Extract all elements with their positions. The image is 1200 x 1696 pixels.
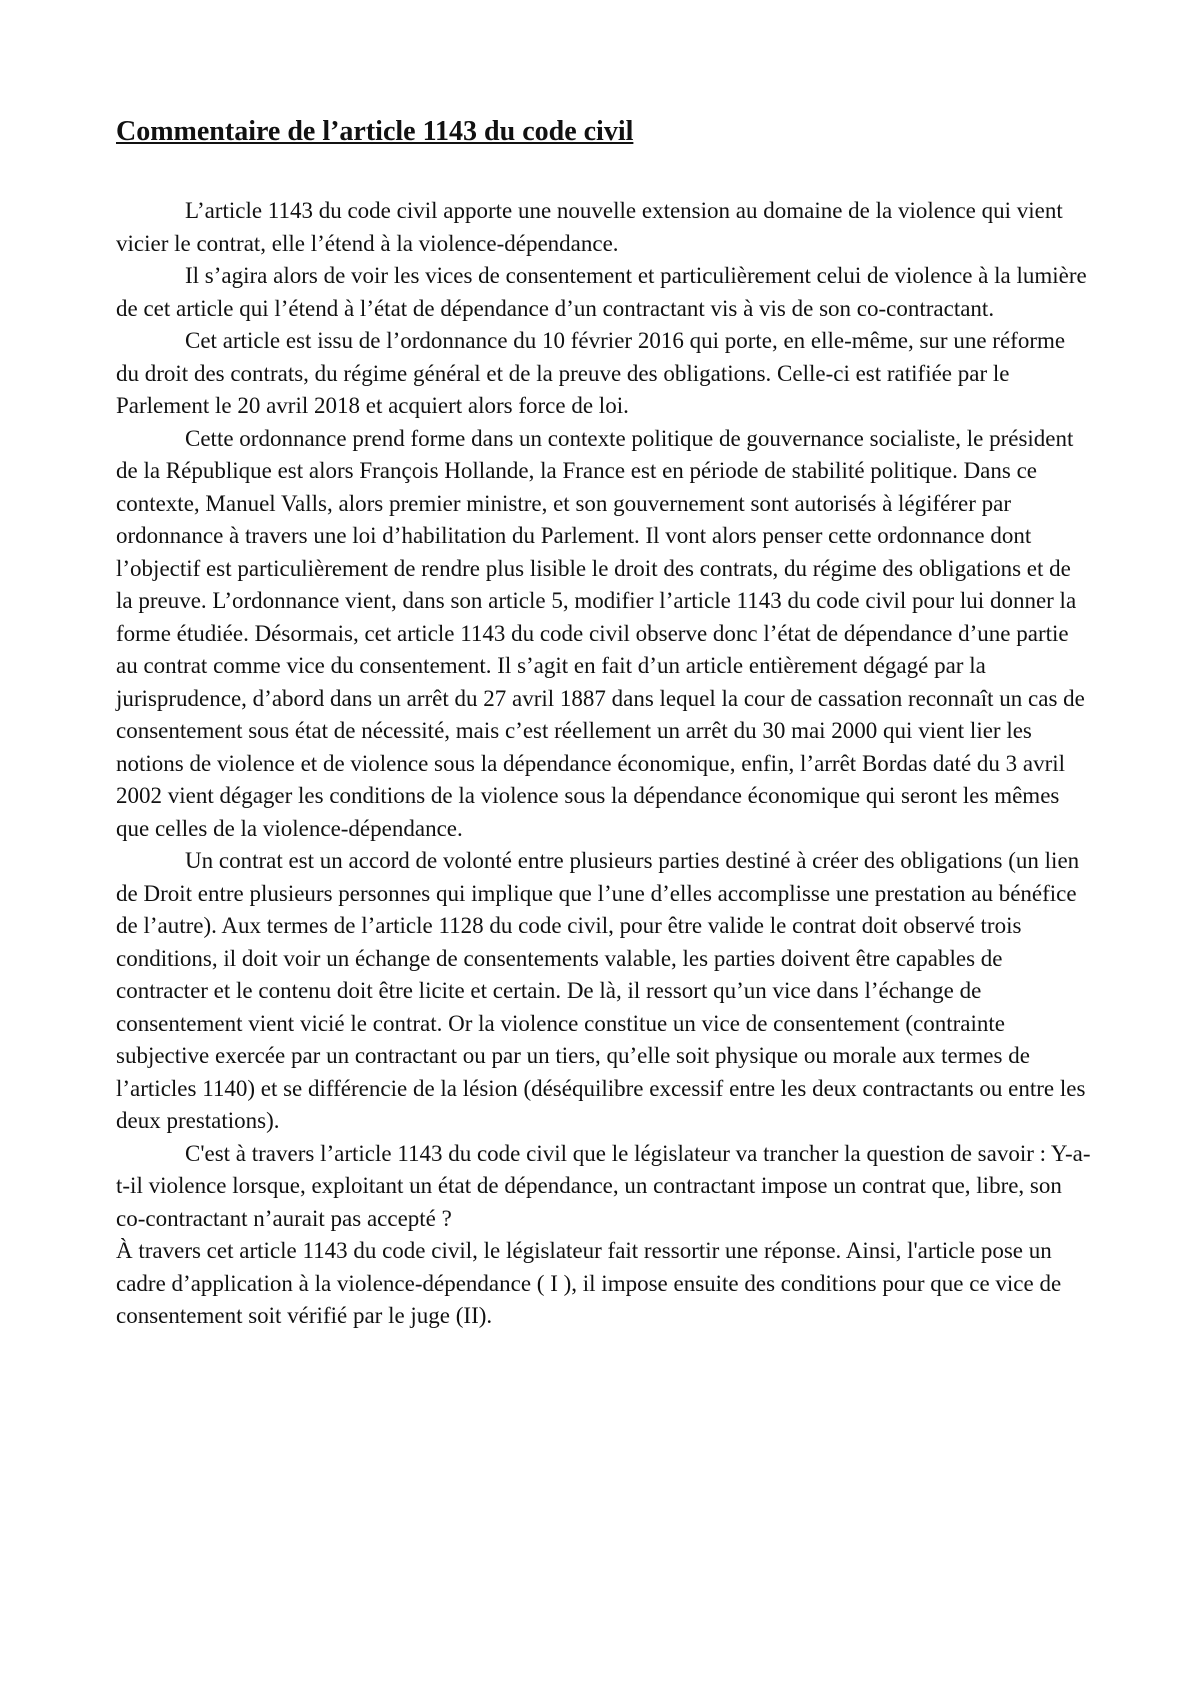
paragraph-plan: À travers cet article 1143 du code civil, le législateur fait ressortir une réponse. Ainsi, l'article pose un cadre d’application à la violence-dépendance ( I ), il impose ensuite des conditions pour que ce vice de consentement soit vérifié par le juge (II). <box>116 1238 1062 1328</box>
paragraph-intro: L’article 1143 du code civil apporte une nouvelle extension au domaine de la violence qui vient vicier le contrat, elle l’étend à la violence-dépendance. <box>116 198 1063 256</box>
paragraph-problematic: C'est à travers l’article 1143 du code civil que le législateur va trancher la question de savoir : Y-a-t-il violence lorsque, exploitant un état de dépendance, un contractant impose un contrat que, libre, son co-contractant n’aurait pas accepté ? <box>116 1140 1091 1231</box>
paragraph-objective: Il s’agira alors de voir les vices de consentement et particulièrement celui de violence à la lumière de cet article qui l’étend à l’état de dépendance d’un contractant vis à vis de son co-contractant. <box>116 263 1087 321</box>
document-body <box>116 112 1092 1333</box>
paragraph-definitions: Un contrat est un accord de volonté entre plusieurs parties destiné à créer des obligations (un lien de Droit entre plusieurs personnes qui implique que l’une d’elles accomplisse une prestation au bénéfice de l’autre). Aux termes de l’article 1128 du code civil, pour être valide le contrat doit observé trois conditions, il doit voir un échange de consentements valable, les parties doivent être capables de contracter et le contenu doit être licite et certain. De là, il ressort qu’un vice dans l’échange de consentement vient vicié le contrat. Or la violence constitue un vice de consentement (contrainte subjective exercée par un contractant ou par un tiers, qu’elle soit physique ou morale aux termes de l’articles 1140) et se différencie de la lésion (déséquilibre excessif entre les deux contractants ou entre les deux prestations). <box>116 848 1086 1133</box>
paragraph-origin: Cet article est issu de l’ordonnance du 10 février 2016 qui porte, en elle-même, sur une réforme du droit des contrats, du régime général et de la preuve des obligations. Celle-ci est ratifiée par le Parlement le 20 avril 2018 et acquiert alors force de loi. <box>116 328 1066 418</box>
document-title: Commentaire de l’article 1143 du code civil <box>116 116 634 147</box>
paragraph-context: Cette ordonnance prend forme dans un contexte politique de gouvernance socialiste, le président de la République est alors François Hollande, la France est en période de stabilité politique. Dans ce contexte, Manuel Valls, alors premier ministre, et son gouvernement sont autorisés à légiférer par ordonnance à travers une loi d’habilitation du Parlement. Il vont alors penser cette ordonnance dont l’objectif est particulièrement de rendre plus lisible le droit des contrats, du régime des obligations et de la preuve. L’ordonnance vient, dans son article 5, modifier l’article 1143 du code civil pour lui donner la forme étudiée. Désormais, cet article 1143 du code civil observe donc l’état de dépendance d’une partie au contrat comme vice du consentement. Il s’agit en fait d’un article entièrement dégagé par la jurisprudence, d’abord dans un arrêt du 27 avril 1887 dans lequel la cour de cassation reconnaît un cas de consentement sous état de nécessité, mais c’est réellement un arrêt du 30 mai 2000 qui vient lier les notions de violence et de violence sous la dépendance économique, enfin, l’arrêt Bordas daté du 3 avril 2002 vient dégager les conditions de la violence sous la dépendance économique qui seront les mêmes que celles de la violence-dépendance. <box>116 425 1085 841</box>
